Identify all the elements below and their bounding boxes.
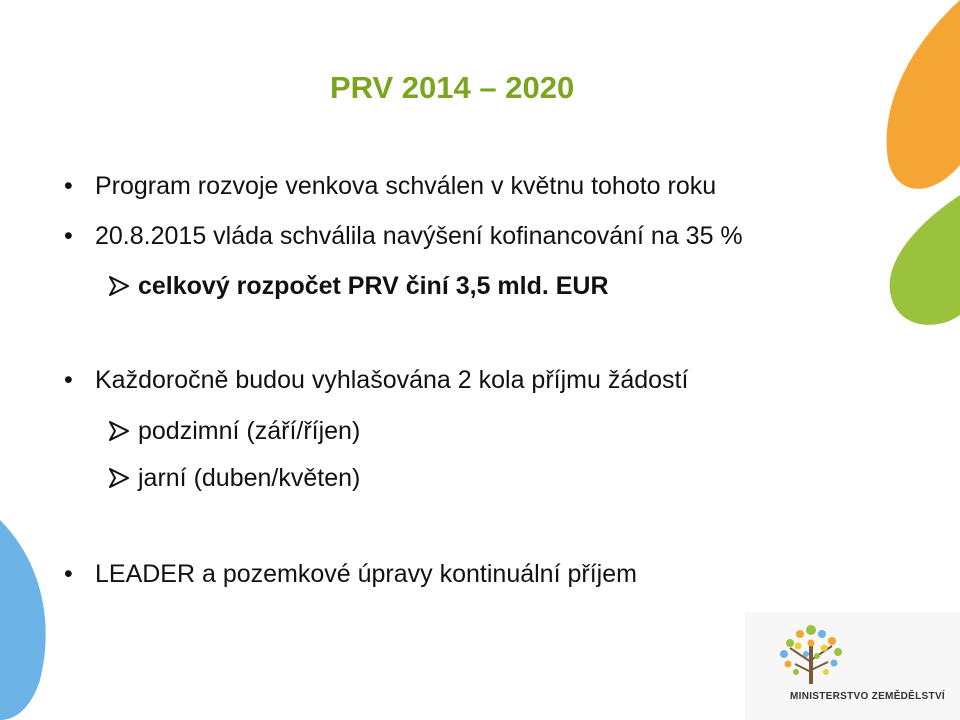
slide-title: PRV 2014 – 2020 [330,70,575,105]
orange-leaf-shape [887,0,960,189]
sub-item-text: jarní (duben/květen) [138,464,361,492]
bullet-text: Každoročně budou vyhlašována 2 kola příjmu žádostí [95,366,689,394]
arrow-bullet-icon [108,275,130,304]
bullet-text: Program rozvoje venkova schválen v květnu tohoto roku [95,172,717,200]
bullet-icon: • [64,560,73,588]
bullet-icon: • [64,222,73,250]
green-leaf-shape [890,195,960,325]
bullet-text: LEADER a pozemkové úpravy kontinuální příjem [95,560,637,588]
arrow-bullet-icon [108,420,130,449]
ministry-logo-text: MINISTERSTVO ZEMĚDĚLSTVÍ [790,691,945,702]
sub-item-text: podzimní (září/říjen) [138,417,361,445]
bullet-icon: • [64,366,73,394]
blue-leaf-shape [0,520,46,720]
bullet-icon: • [64,172,73,200]
logo-panel [745,612,960,720]
bullet-text: 20.8.2015 vláda schválila navýšení kofinancování na 35 % [95,222,743,250]
sub-item-text: celkový rozpočet PRV činí 3,5 mld. EUR [138,272,609,300]
arrow-bullet-icon [108,467,130,496]
